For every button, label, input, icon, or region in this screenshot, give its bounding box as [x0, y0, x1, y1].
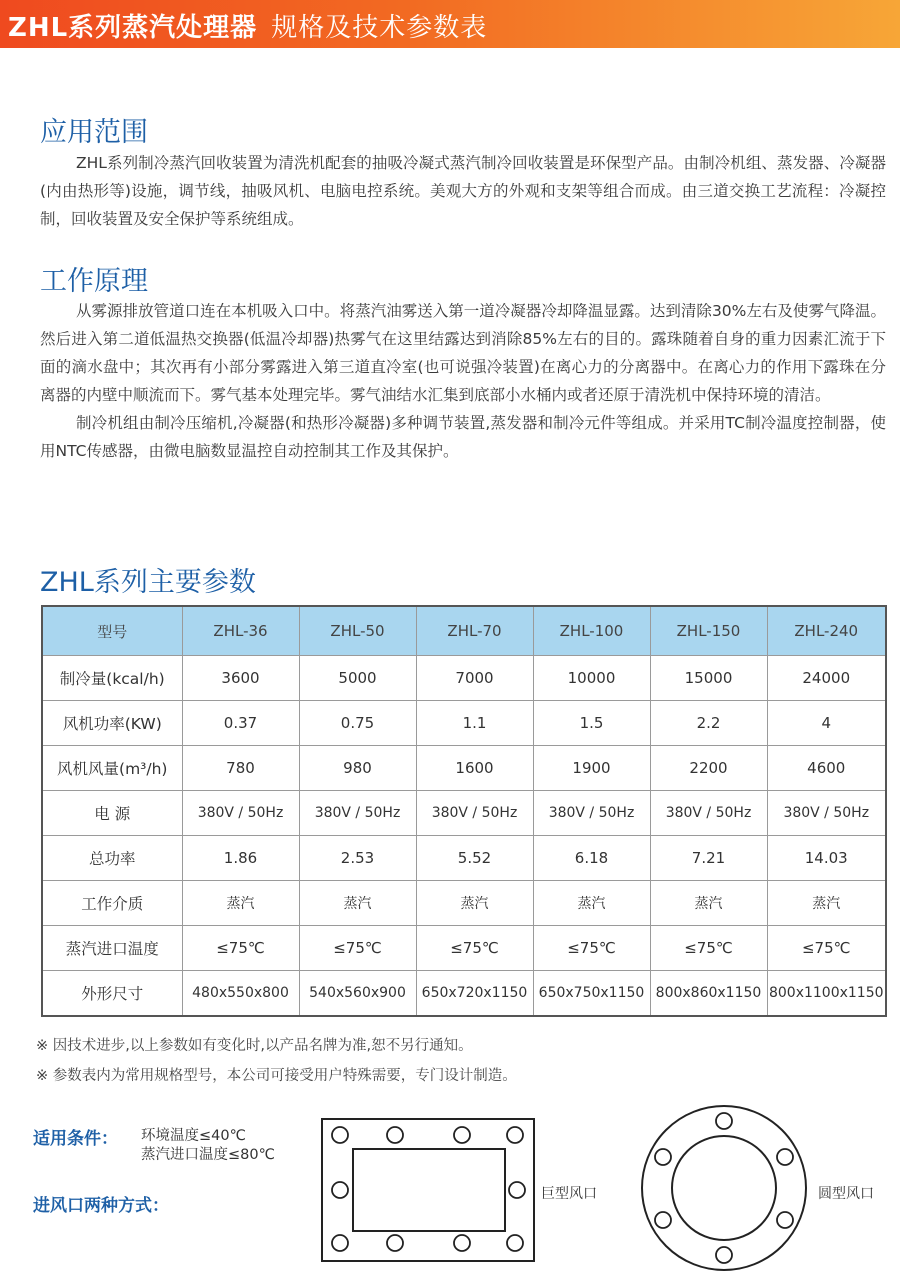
principle-heading: 工作原理 [40, 266, 148, 297]
col-header: ZHL-70 [416, 606, 533, 656]
table-row [42, 925, 886, 970]
table-cell: 380V / 50Hz [650, 790, 767, 835]
table-cell: 3600 [182, 656, 299, 701]
table-cell: 10000 [533, 656, 650, 701]
bolt-hole [387, 1127, 403, 1143]
table-row [42, 700, 886, 745]
table-row [42, 880, 886, 925]
bolt-hole [777, 1212, 793, 1228]
col-header-model: 型号 [42, 606, 182, 656]
table-cell: 1.5 [533, 700, 650, 745]
table-cell: ≤75℃ [299, 925, 416, 970]
conditions-inlet-temp: 蒸汽进口温度≤80℃ [141, 1147, 275, 1163]
table-cell: 4600 [767, 745, 886, 790]
inlet-label: 进风口两种方式： [33, 1196, 169, 1216]
table-cell: 0.75 [299, 700, 416, 745]
bolt-hole [454, 1127, 470, 1143]
table-cell: 1.1 [416, 700, 533, 745]
row-label: 风机风量(m³/h) [42, 745, 182, 790]
table-cell: 380V / 50Hz [299, 790, 416, 835]
table-cell: 380V / 50Hz [767, 790, 886, 835]
table-cell: 蒸汽 [533, 880, 650, 925]
col-header: ZHL-240 [767, 606, 886, 656]
bolt-hole [716, 1247, 732, 1263]
table-cell: 6.18 [533, 835, 650, 880]
bolt-hole [509, 1182, 525, 1198]
row-label: 工作介质 [42, 880, 182, 925]
bolt-hole [454, 1235, 470, 1251]
table-cell: ≤75℃ [650, 925, 767, 970]
row-label: 制冷量(kcal/h) [42, 656, 182, 701]
page-subtitle: 规格及技术参数表 [271, 13, 488, 43]
table-cell: 780 [182, 745, 299, 790]
table-header-row [42, 606, 886, 656]
conditions-label: 适用条件： [33, 1129, 118, 1149]
table-cell: 蒸汽 [299, 880, 416, 925]
table-cell: ≤75℃ [767, 925, 886, 970]
round-flange-label: 圆型风口 [818, 1186, 874, 1202]
table-cell: 7000 [416, 656, 533, 701]
table-cell: 蒸汽 [416, 880, 533, 925]
col-header: ZHL-50 [299, 606, 416, 656]
table-cell: 5000 [299, 656, 416, 701]
bolt-hole [332, 1182, 348, 1198]
table-cell: 1.86 [182, 835, 299, 880]
note-2: ※ 参数表内为常用规格型号，本公司可接受用户特殊需要，专门设计制造。 [36, 1068, 517, 1084]
table-cell: 蒸汽 [650, 880, 767, 925]
round-flange-opening [672, 1136, 776, 1240]
col-header: ZHL-150 [650, 606, 767, 656]
table-cell: 650x750x1150 [533, 970, 650, 1016]
round-flange-outer [642, 1106, 806, 1270]
col-header: ZHL-100 [533, 606, 650, 656]
bolt-hole [777, 1149, 793, 1165]
header-banner [0, 0, 900, 48]
table-cell: 380V / 50Hz [182, 790, 299, 835]
params-heading: ZHL系列主要参数 [40, 567, 256, 598]
table-cell: ≤75℃ [533, 925, 650, 970]
square-flange-bolt-holes [332, 1127, 525, 1251]
page-title-main: ZHL系列蒸汽处理器 [8, 13, 258, 43]
application-heading: 应用范围 [40, 117, 148, 148]
table-cell: 15000 [650, 656, 767, 701]
square-flange-label: 巨型风口 [541, 1186, 597, 1202]
bolt-hole [507, 1127, 523, 1143]
note-1: ※ 因技术进步,以上参数如有变化时,以产品名牌为准,恕不另行通知。 [36, 1038, 473, 1054]
row-label: 蒸汽进口温度 [42, 925, 182, 970]
bolt-hole [716, 1113, 732, 1129]
bolt-hole [332, 1127, 348, 1143]
table-cell: 7.21 [650, 835, 767, 880]
application-paragraph [40, 149, 886, 233]
table-cell: 14.03 [767, 835, 886, 880]
bolt-hole [507, 1235, 523, 1251]
bolt-hole [655, 1212, 671, 1228]
table-cell: 2200 [650, 745, 767, 790]
table-cell: 蒸汽 [182, 880, 299, 925]
table-row [42, 745, 886, 790]
table-cell: 2.2 [650, 700, 767, 745]
round-flange-diagram [640, 1104, 808, 1272]
table-cell: 380V / 50Hz [416, 790, 533, 835]
square-flange-diagram [320, 1117, 536, 1263]
principle-text-1: 从雾源排放管道口连在本机吸入口中。将蒸汽油雾送入第一道冷凝器冷却降温显露。达到清除30%左右及使雾气降温。然后进入第二道低温热交换器(低温冷却器)热雾气在这里结露达到消除85%左右的目的。露珠随着自身的重力因素汇流于下面的滴水盘中；其次再有小部分雾露进入第三道直冷室(也可说强冷装置)在离心力的分离器中。在离心力的作用下露珠在分离器的内壁中顺流而下。雾气基本处理完毕。雾气油结水汇集到底部小水桶内或者还原于清洗机中保持环境的清洁。 [40, 302, 886, 404]
table-cell: 5.52 [416, 835, 533, 880]
table-row [42, 790, 886, 835]
page-title [8, 7, 487, 44]
table-cell: 540x560x900 [299, 970, 416, 1016]
table-cell: 蒸汽 [767, 880, 886, 925]
row-label: 电 源 [42, 790, 182, 835]
table-cell: ≤75℃ [416, 925, 533, 970]
table-row [42, 835, 886, 880]
bolt-hole [655, 1149, 671, 1165]
row-label: 外形尺寸 [42, 970, 182, 1016]
table-cell: 800x860x1150 [650, 970, 767, 1016]
bolt-hole [387, 1235, 403, 1251]
row-label: 总功率 [42, 835, 182, 880]
table-row [42, 970, 886, 1016]
params-table [41, 605, 887, 1017]
table-cell: 1900 [533, 745, 650, 790]
col-header: ZHL-36 [182, 606, 299, 656]
bolt-hole [332, 1235, 348, 1251]
application-text: ZHL系列制冷蒸汽回收装置为清洗机配套的抽吸冷凝式蒸汽制冷回收装置是环保型产品。由制冷机组、蒸发器、冷凝器(内由热形等)设施，调节线，抽吸风机、电脑电控系统。美观大方的外观和支架等组合而成。由三道交换工艺流程：冷凝控制，回收装置及安全保护等系统组成。 [40, 154, 886, 228]
table-cell: 2.53 [299, 835, 416, 880]
table-cell: 24000 [767, 656, 886, 701]
table-cell: 980 [299, 745, 416, 790]
table-cell: 480x550x800 [182, 970, 299, 1016]
table-cell: 650x720x1150 [416, 970, 533, 1016]
table-cell: 800x1100x1150 [767, 970, 886, 1016]
conditions-ambient: 环境温度≤40℃ [141, 1128, 246, 1144]
table-cell: ≤75℃ [182, 925, 299, 970]
row-label: 风机功率(KW) [42, 700, 182, 745]
table-cell: 0.37 [182, 700, 299, 745]
principle-paragraphs [40, 297, 886, 465]
table-cell: 1600 [416, 745, 533, 790]
table-cell: 380V / 50Hz [533, 790, 650, 835]
principle-text-2: 制冷机组由制冷压缩机,冷凝器(和热形冷凝器)多种调节装置,蒸发器和制冷元件等组成。并采用TC制冷温度控制器，使用NTC传感器，由微电脑数显温控自动控制其工作及其保护。 [40, 414, 886, 460]
table-row [42, 656, 886, 701]
table-cell: 4 [767, 700, 886, 745]
square-flange-opening [353, 1149, 505, 1231]
